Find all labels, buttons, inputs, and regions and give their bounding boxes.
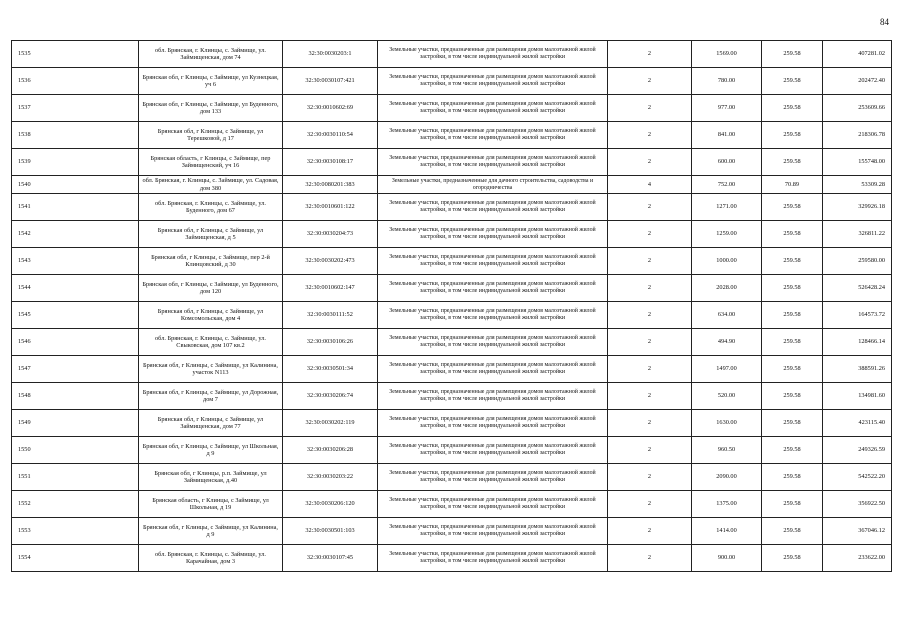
area-cell: 494.90	[692, 329, 762, 356]
land-use-cell: Земельные участки, предназначенные для размещения домов малоэтажной жилой застройки, в том числе индивидуальной жилой застройки	[378, 302, 608, 329]
group-number-cell: 2	[608, 41, 692, 68]
cadastral-value-cell: 233622.00	[823, 545, 892, 572]
cadastral-number-cell: 32:30:0030203:1	[283, 41, 378, 68]
specific-value-cell: 259.58	[762, 122, 823, 149]
row-number-cell: 1538	[12, 122, 139, 149]
cadastral-number-cell: 32:30:0080201:383	[283, 176, 378, 194]
specific-value-cell: 259.58	[762, 356, 823, 383]
address-cell: Брянская обл, г Клинцы, с Займище, ул Кузнецкая, уч 6	[139, 68, 283, 95]
area-cell: 1569.00	[692, 41, 762, 68]
area-cell: 780.00	[692, 68, 762, 95]
table-row	[12, 275, 892, 302]
specific-value-cell: 259.58	[762, 221, 823, 248]
group-number-cell: 2	[608, 275, 692, 302]
specific-value-cell: 259.58	[762, 68, 823, 95]
area-cell: 900.00	[692, 545, 762, 572]
address-cell: Брянская обл, г Клинцы, с Займище, ул Дорожная, дом 7	[139, 383, 283, 410]
address-cell: Брянская область, г Клинцы, с Займище, пер Займищенский, уч 16	[139, 149, 283, 176]
specific-value-cell: 259.58	[762, 545, 823, 572]
cadastral-number-cell: 32:30:0030206:74	[283, 383, 378, 410]
address-cell: обл. Брянская, г. Клинцы, с. Займище, ул. Садовая, дом 380	[139, 176, 283, 194]
cadastral-number-cell: 32:30:0030107:421	[283, 68, 378, 95]
group-number-cell: 2	[608, 68, 692, 95]
table-row	[12, 356, 892, 383]
group-number-cell: 2	[608, 545, 692, 572]
area-cell: 634.00	[692, 302, 762, 329]
group-number-cell: 2	[608, 491, 692, 518]
cadastral-value-cell: 329926.18	[823, 194, 892, 221]
land-use-cell: Земельные участки, предназначенные для размещения домов малоэтажной жилой застройки, в том числе индивидуальной жилой застройки	[378, 95, 608, 122]
page-number: 84	[880, 17, 889, 27]
land-use-cell: Земельные участки, предназначенные для размещения домов малоэтажной жилой застройки, в том числе индивидуальной жилой застройки	[378, 545, 608, 572]
specific-value-cell: 259.58	[762, 194, 823, 221]
specific-value-cell: 70.89	[762, 176, 823, 194]
row-number-cell: 1553	[12, 518, 139, 545]
cadastral-value-cell: 249326.59	[823, 437, 892, 464]
table-row	[12, 95, 892, 122]
address-cell: Брянская обл, г Клинцы, с Займище, ул Займищенская, д 5	[139, 221, 283, 248]
table-row	[12, 302, 892, 329]
specific-value-cell: 259.58	[762, 275, 823, 302]
cadastral-number-cell: 32:30:0030108:17	[283, 149, 378, 176]
cadastral-value-cell: 128466.14	[823, 329, 892, 356]
table-row	[12, 383, 892, 410]
cadastral-number-cell: 32:30:0010601:122	[283, 194, 378, 221]
group-number-cell: 2	[608, 248, 692, 275]
cadastral-value-cell: 526428.24	[823, 275, 892, 302]
specific-value-cell: 259.58	[762, 95, 823, 122]
cadastral-value-cell: 218306.78	[823, 122, 892, 149]
table-row	[12, 545, 892, 572]
cadastral-value-cell: 407281.02	[823, 41, 892, 68]
land-use-cell: Земельные участки, предназначенные для размещения домов малоэтажной жилой застройки, в том числе индивидуальной жилой застройки	[378, 122, 608, 149]
area-cell: 520.00	[692, 383, 762, 410]
area-cell: 1000.00	[692, 248, 762, 275]
group-number-cell: 2	[608, 437, 692, 464]
group-number-cell: 4	[608, 176, 692, 194]
group-number-cell: 2	[608, 383, 692, 410]
land-use-cell: Земельные участки, предназначенные для размещения домов малоэтажной жилой застройки, в том числе индивидуальной жилой застройки	[378, 410, 608, 437]
group-number-cell: 2	[608, 149, 692, 176]
specific-value-cell: 259.58	[762, 410, 823, 437]
table-row	[12, 149, 892, 176]
area-cell: 1497.00	[692, 356, 762, 383]
cadastral-value-cell: 388591.26	[823, 356, 892, 383]
table-row	[12, 464, 892, 491]
cadastral-number-cell: 32:30:0010602:147	[283, 275, 378, 302]
area-cell: 1271.00	[692, 194, 762, 221]
address-cell: Брянская обл, г Клинцы, с Займище, ул Займищенская, дом 77	[139, 410, 283, 437]
group-number-cell: 2	[608, 329, 692, 356]
address-cell: Брянская обл, г Клинцы, с Займище, ул Комсомольская, дом 4	[139, 302, 283, 329]
cadastral-number-cell: 32:30:0030203:22	[283, 464, 378, 491]
cadastral-number-cell: 32:30:0030206:120	[283, 491, 378, 518]
specific-value-cell: 259.58	[762, 329, 823, 356]
cadastral-number-cell: 32:30:0030111:52	[283, 302, 378, 329]
cadastral-number-cell: 32:30:0030106:26	[283, 329, 378, 356]
table-row	[12, 68, 892, 95]
cadastral-value-cell: 356922.50	[823, 491, 892, 518]
area-cell: 960.50	[692, 437, 762, 464]
land-use-cell: Земельные участки, предназначенные для дачного строительства, садоводства и огородничества	[378, 176, 608, 194]
address-cell: Брянская обл, г Клинцы, с Займище, ул Терешковой, д 17	[139, 122, 283, 149]
area-cell: 977.00	[692, 95, 762, 122]
land-use-cell: Земельные участки, предназначенные для размещения домов малоэтажной жилой застройки, в том числе индивидуальной жилой застройки	[378, 149, 608, 176]
cadastral-number-cell: 32:30:0010602:69	[283, 95, 378, 122]
row-number-cell: 1545	[12, 302, 139, 329]
land-use-cell: Земельные участки, предназначенные для размещения домов малоэтажной жилой застройки, в том числе индивидуальной жилой застройки	[378, 356, 608, 383]
address-cell: Брянская обл, г Клинцы, с Займище, ул Буденного, дом 133	[139, 95, 283, 122]
address-cell: Брянская обл, г Клинцы, р.п. Займище, ул Займищенская, д.40	[139, 464, 283, 491]
cadastral-value-cell: 542522.20	[823, 464, 892, 491]
table-row	[12, 221, 892, 248]
cadastral-value-cell: 423115.40	[823, 410, 892, 437]
address-cell: Брянская обл, г Клинцы, с Займище, ул Буденного, дом 120	[139, 275, 283, 302]
area-cell: 1259.00	[692, 221, 762, 248]
land-use-cell: Земельные участки, предназначенные для размещения домов малоэтажной жилой застройки, в том числе индивидуальной жилой застройки	[378, 491, 608, 518]
cadastral-number-cell: 32:30:0030501:103	[283, 518, 378, 545]
specific-value-cell: 259.58	[762, 41, 823, 68]
address-cell: обл. Брянская, г. Клинцы, с. Займище, ул. Буденного, дом 67	[139, 194, 283, 221]
cadastral-value-cell: 53309.28	[823, 176, 892, 194]
group-number-cell: 2	[608, 194, 692, 221]
table-row	[12, 410, 892, 437]
land-use-cell: Земельные участки, предназначенные для размещения домов малоэтажной жилой застройки, в том числе индивидуальной жилой застройки	[378, 221, 608, 248]
specific-value-cell: 259.58	[762, 302, 823, 329]
row-number-cell: 1540	[12, 176, 139, 194]
land-use-cell: Земельные участки, предназначенные для размещения домов малоэтажной жилой застройки, в том числе индивидуальной жилой застройки	[378, 383, 608, 410]
group-number-cell: 2	[608, 221, 692, 248]
table-row	[12, 491, 892, 518]
table-row	[12, 194, 892, 221]
table-body	[12, 41, 892, 572]
area-cell: 1375.00	[692, 491, 762, 518]
row-number-cell: 1542	[12, 221, 139, 248]
group-number-cell: 2	[608, 410, 692, 437]
group-number-cell: 2	[608, 302, 692, 329]
address-cell: Брянская обл, г Клинцы, с Займище, ул Калинина, участок N113	[139, 356, 283, 383]
cadastral-value-cell: 155748.00	[823, 149, 892, 176]
cadastral-number-cell: 32:30:0030202:119	[283, 410, 378, 437]
area-cell: 1414.00	[692, 518, 762, 545]
row-number-cell: 1554	[12, 545, 139, 572]
specific-value-cell: 259.58	[762, 464, 823, 491]
row-number-cell: 1546	[12, 329, 139, 356]
address-cell: Брянская область, г Клинцы, с Займище, ул Школьная, д 19	[139, 491, 283, 518]
row-number-cell: 1552	[12, 491, 139, 518]
row-number-cell: 1537	[12, 95, 139, 122]
land-use-cell: Земельные участки, предназначенные для размещения домов малоэтажной жилой застройки, в том числе индивидуальной жилой застройки	[378, 194, 608, 221]
specific-value-cell: 259.58	[762, 383, 823, 410]
specific-value-cell: 259.58	[762, 149, 823, 176]
address-cell: Брянская обл, г Клинцы, с Займище, ул Калинина, д 9	[139, 518, 283, 545]
specific-value-cell: 259.58	[762, 518, 823, 545]
cadastral-number-cell: 32:30:0030107:45	[283, 545, 378, 572]
land-use-cell: Земельные участки, предназначенные для размещения домов малоэтажной жилой застройки, в том числе индивидуальной жилой застройки	[378, 329, 608, 356]
cadastral-value-table	[11, 40, 892, 572]
specific-value-cell: 259.58	[762, 437, 823, 464]
row-number-cell: 1548	[12, 383, 139, 410]
cadastral-value-cell: 326811.22	[823, 221, 892, 248]
table-row	[12, 329, 892, 356]
cadastral-value-cell: 202472.40	[823, 68, 892, 95]
area-cell: 2090.00	[692, 464, 762, 491]
area-cell: 2028.00	[692, 275, 762, 302]
cadastral-number-cell: 32:30:0030110:54	[283, 122, 378, 149]
land-use-cell: Земельные участки, предназначенные для размещения домов малоэтажной жилой застройки, в том числе индивидуальной жилой застройки	[378, 248, 608, 275]
cadastral-value-cell: 164573.72	[823, 302, 892, 329]
row-number-cell: 1550	[12, 437, 139, 464]
table-row	[12, 437, 892, 464]
cadastral-value-cell: 253609.66	[823, 95, 892, 122]
row-number-cell: 1539	[12, 149, 139, 176]
row-number-cell: 1547	[12, 356, 139, 383]
row-number-cell: 1544	[12, 275, 139, 302]
cadastral-value-cell: 259580.00	[823, 248, 892, 275]
group-number-cell: 2	[608, 518, 692, 545]
table-row	[12, 248, 892, 275]
area-cell: 600.00	[692, 149, 762, 176]
cadastral-number-cell: 32:30:0030204:73	[283, 221, 378, 248]
row-number-cell: 1551	[12, 464, 139, 491]
address-cell: Брянская обл, г Клинцы, с Займище, ул Школьная, д 9	[139, 437, 283, 464]
address-cell: обл. Брянская, г. Клинцы, с. Займище, ул. Займищенская, дом 74	[139, 41, 283, 68]
cadastral-number-cell: 32:30:0030202:473	[283, 248, 378, 275]
row-number-cell: 1535	[12, 41, 139, 68]
table-row	[12, 122, 892, 149]
table-row	[12, 518, 892, 545]
address-cell: Брянская обл, г Клинцы, с Займище, пер 2-й Клинцовский, д 30	[139, 248, 283, 275]
land-use-cell: Земельные участки, предназначенные для размещения домов малоэтажной жилой застройки, в том числе индивидуальной жилой застройки	[378, 464, 608, 491]
land-use-cell: Земельные участки, предназначенные для размещения домов малоэтажной жилой застройки, в том числе индивидуальной жилой застройки	[378, 68, 608, 95]
row-number-cell: 1541	[12, 194, 139, 221]
address-cell: обл. Брянская, г. Клинцы, с. Займище, ул. Карачайная, дом 3	[139, 545, 283, 572]
table-row	[12, 41, 892, 68]
area-cell: 752.00	[692, 176, 762, 194]
area-cell: 1630.00	[692, 410, 762, 437]
row-number-cell: 1543	[12, 248, 139, 275]
land-use-cell: Земельные участки, предназначенные для размещения домов малоэтажной жилой застройки, в том числе индивидуальной жилой застройки	[378, 437, 608, 464]
address-cell: обл. Брянская, г. Клинцы, с. Займище, ул. Свыковская, дом 107 кв.2	[139, 329, 283, 356]
cadastral-number-cell: 32:30:0030501:34	[283, 356, 378, 383]
table-row	[12, 176, 892, 194]
row-number-cell: 1536	[12, 68, 139, 95]
land-use-cell: Земельные участки, предназначенные для размещения домов малоэтажной жилой застройки, в том числе индивидуальной жилой застройки	[378, 275, 608, 302]
cadastral-value-cell: 367046.12	[823, 518, 892, 545]
specific-value-cell: 259.58	[762, 248, 823, 275]
group-number-cell: 2	[608, 95, 692, 122]
cadastral-number-cell: 32:30:0030206:28	[283, 437, 378, 464]
area-cell: 841.00	[692, 122, 762, 149]
cadastral-value-cell: 134981.60	[823, 383, 892, 410]
land-use-cell: Земельные участки, предназначенные для размещения домов малоэтажной жилой застройки, в том числе индивидуальной жилой застройки	[378, 518, 608, 545]
group-number-cell: 2	[608, 464, 692, 491]
group-number-cell: 2	[608, 356, 692, 383]
specific-value-cell: 259.58	[762, 491, 823, 518]
group-number-cell: 2	[608, 122, 692, 149]
land-use-cell: Земельные участки, предназначенные для размещения домов малоэтажной жилой застройки, в том числе индивидуальной жилой застройки	[378, 41, 608, 68]
row-number-cell: 1549	[12, 410, 139, 437]
